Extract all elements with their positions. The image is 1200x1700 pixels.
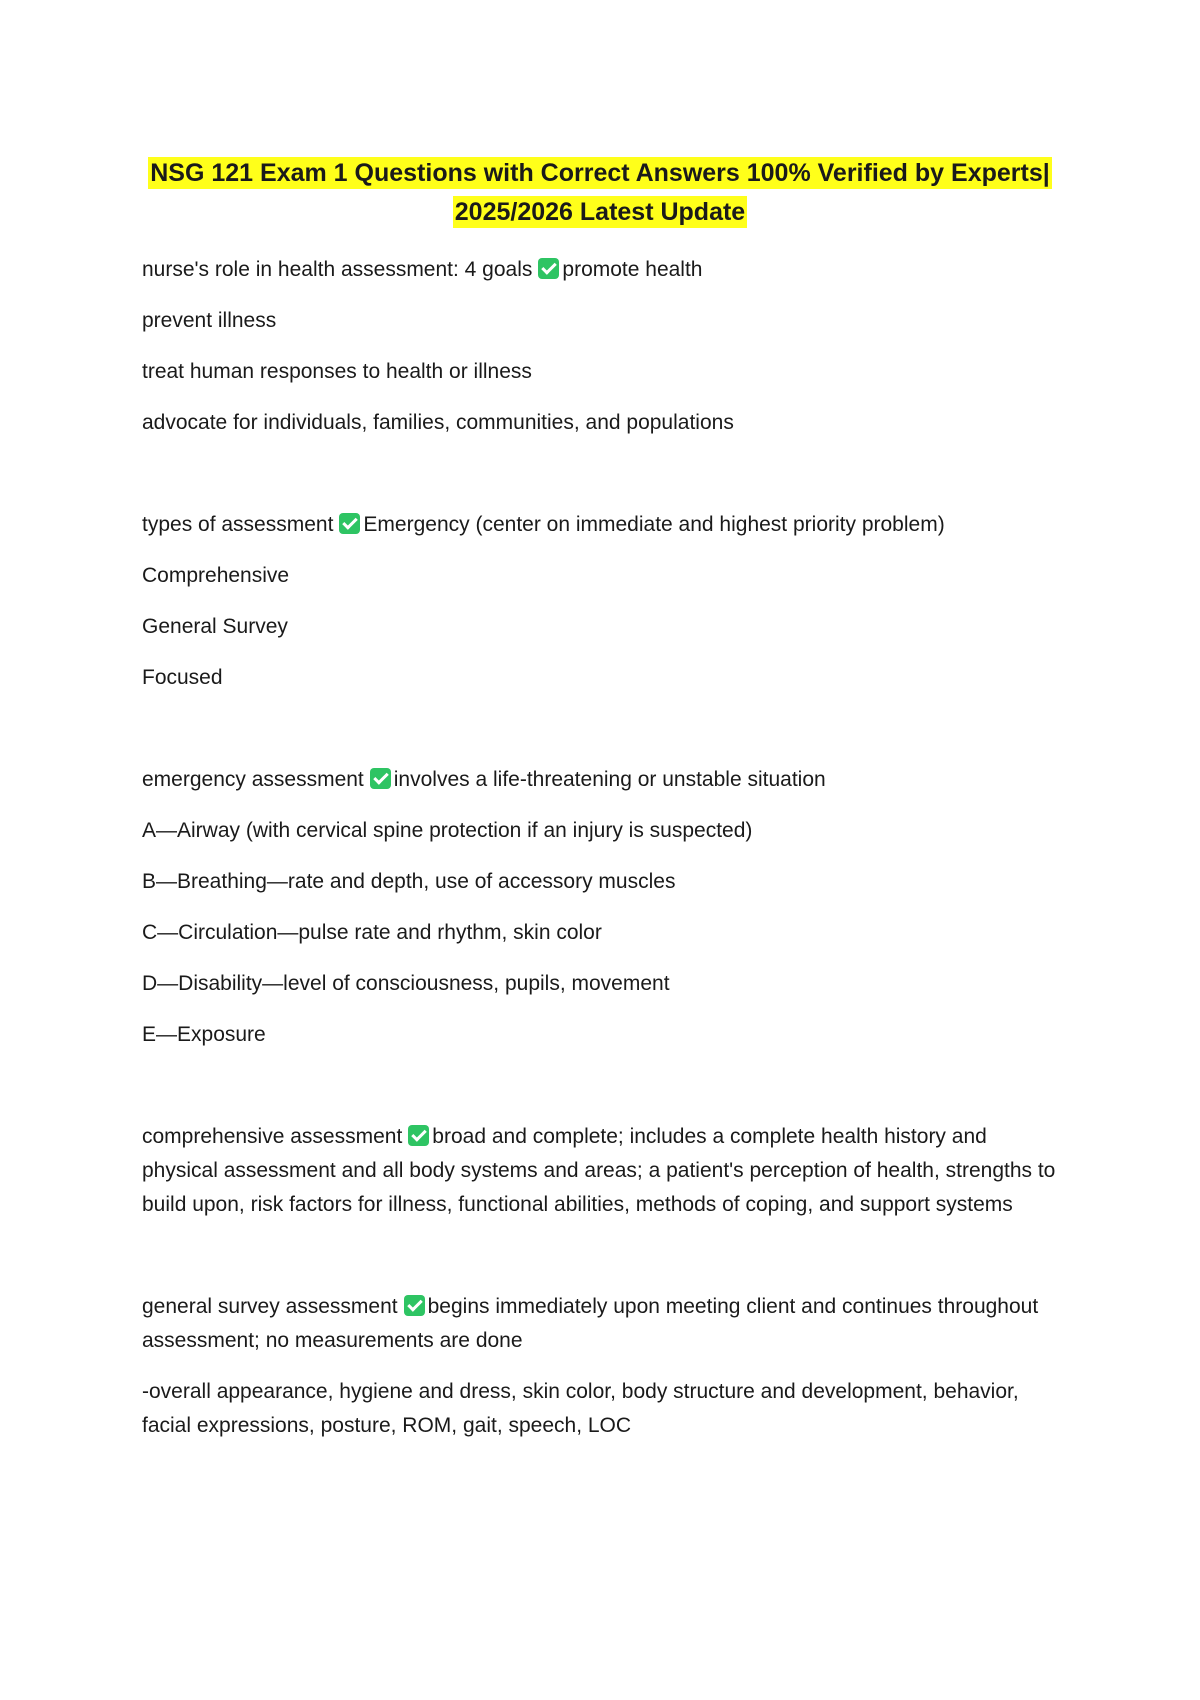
qa-line: prevent illness bbox=[142, 309, 277, 332]
qa-term: emergency assessment bbox=[142, 768, 364, 791]
qa-question bbox=[142, 763, 1062, 797]
qa-term: types of assessment bbox=[142, 513, 334, 536]
qa-line: A—Airway (with cervical spine protection if an injury is suspected) bbox=[142, 819, 753, 842]
qa-line: Comprehensive bbox=[142, 564, 290, 587]
document-title bbox=[120, 154, 1080, 232]
qa-question bbox=[142, 1120, 1062, 1222]
qa-line: treat human responses to health or illness bbox=[142, 360, 532, 383]
check-mark-icon bbox=[408, 1125, 429, 1146]
qa-line: -overall appearance, hygiene and dress, skin color, body structure and development, behavior, facial expressions, posture, ROM, gait, speech, LOC bbox=[142, 1380, 1019, 1437]
qa-line: B—Breathing—rate and depth, use of accessory muscles bbox=[142, 870, 676, 893]
qa-answer: Emergency (center on immediate and highest priority problem) bbox=[363, 513, 945, 536]
qa-line: Focused bbox=[142, 666, 223, 689]
check-mark-icon bbox=[538, 258, 559, 279]
title-line-2: 2025/2026 Latest Update bbox=[454, 198, 746, 226]
qa-answer: broad and complete; includes a complete health history and physical assessment and all body systems and areas; a patient's perception of health, strengths to build upon, risk factors for illness, functional abilities, methods of coping, and support systems bbox=[142, 1125, 1056, 1216]
title-line-1: NSG 121 Exam 1 Questions with Correct Answers 100% Verified by Experts| bbox=[150, 159, 1050, 187]
qa-term: nurse's role in health assessment: 4 goals bbox=[142, 258, 533, 281]
qa-line: General Survey bbox=[142, 615, 288, 638]
qa-line: D—Disability—level of consciousness, pupils, movement bbox=[142, 972, 670, 995]
qa-answer: involves a life-threatening or unstable situation bbox=[393, 768, 826, 791]
qa-term: general survey assessment bbox=[142, 1295, 398, 1318]
qa-question bbox=[142, 1290, 1062, 1358]
qa-content bbox=[142, 253, 1062, 1460]
qa-question bbox=[142, 253, 1062, 287]
check-mark-icon bbox=[404, 1295, 425, 1316]
qa-line: E—Exposure bbox=[142, 1023, 266, 1046]
qa-line: C—Circulation—pulse rate and rhythm, skin color bbox=[142, 921, 602, 944]
qa-answer: promote health bbox=[562, 258, 703, 281]
qa-line: advocate for individuals, families, communities, and populations bbox=[142, 411, 734, 434]
qa-term: comprehensive assessment bbox=[142, 1125, 403, 1148]
qa-question bbox=[142, 508, 1062, 542]
check-mark-icon bbox=[339, 513, 360, 534]
check-mark-icon bbox=[370, 768, 391, 789]
qa-answer: begins immediately upon meeting client and continues throughout assessment; no measurements are done bbox=[142, 1295, 1039, 1352]
